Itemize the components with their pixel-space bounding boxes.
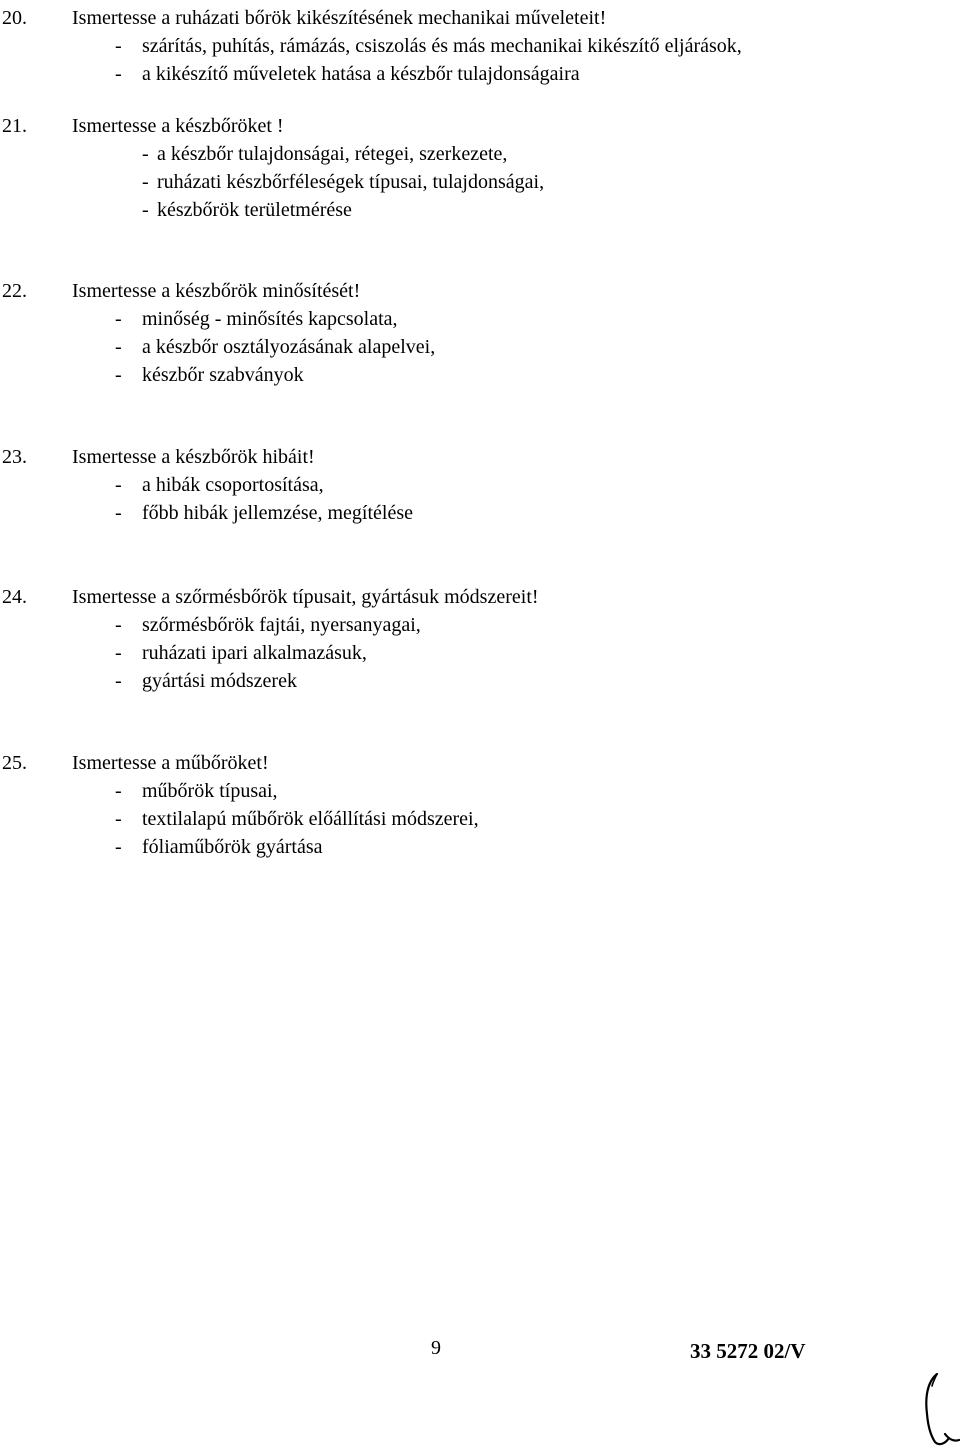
- topic-text: főbb hibák jellemzése, megítélése: [142, 502, 414, 524]
- dash-marker: -: [142, 143, 149, 165]
- question-number: 25.: [2, 752, 27, 774]
- topic-text: minőség - minősítés kapcsolata,: [142, 308, 398, 330]
- question-title: Ismertesse a ruházati bőrök kikészítésének mechanikai műveleteit!: [72, 7, 607, 29]
- page-number: 9: [431, 1337, 441, 1359]
- topic-item: [0, 305, 940, 333]
- topic-text: a hibák csoportosítása,: [142, 474, 324, 496]
- topic-list: [0, 140, 940, 224]
- dash-marker: -: [115, 35, 122, 57]
- topic-list: [0, 611, 940, 695]
- question-22: [0, 277, 940, 389]
- topic-text: textilalapú műbőrök előállítási módszerei,: [142, 808, 479, 830]
- topic-item: [0, 60, 940, 88]
- topic-text: ruházati készbőrféleségek típusai, tulajdonságai,: [157, 171, 545, 193]
- topic-text: ruházati ipari alkalmazásuk,: [142, 642, 367, 664]
- dash-marker: -: [142, 199, 149, 221]
- topic-list: [0, 32, 940, 88]
- dash-marker: -: [115, 670, 122, 692]
- topic-item: [0, 333, 940, 361]
- topic-item: [0, 168, 940, 196]
- question-title: Ismertesse a készbőrök hibáit!: [72, 446, 315, 468]
- topic-list: [0, 777, 940, 861]
- topic-text: fóliaműbőrök gyártása: [142, 836, 323, 858]
- dash-marker: -: [115, 502, 122, 524]
- topic-item: [0, 140, 940, 168]
- topic-item: [0, 639, 940, 667]
- question-heading: [0, 277, 940, 305]
- dash-marker: -: [115, 474, 122, 496]
- question-number: 20.: [2, 7, 27, 29]
- topic-text: gyártási módszerek: [142, 670, 297, 692]
- dash-marker: -: [115, 364, 122, 386]
- question-25: [0, 749, 940, 861]
- topic-text: szőrmésbőrök fajtái, nyersanyagai,: [142, 614, 421, 636]
- topic-text: szárítás, puhítás, rámázás, csiszolás és más mechanikai kikészítő eljárások,: [142, 35, 742, 57]
- topic-item: [0, 667, 940, 695]
- topic-list: [0, 305, 940, 389]
- question-21: [0, 112, 940, 224]
- question-number: 22.: [2, 280, 27, 302]
- dash-marker: -: [115, 308, 122, 330]
- topic-item: [0, 611, 940, 639]
- document-code: 33 5272 02/V: [690, 1339, 806, 1363]
- dash-marker: -: [115, 63, 122, 85]
- question-number: 24.: [2, 586, 27, 608]
- dash-marker: -: [115, 642, 122, 664]
- dash-marker: -: [115, 614, 122, 636]
- topic-text: a kikészítő műveletek hatása a készbőr tulajdonságaira: [142, 63, 580, 85]
- question-heading: [0, 749, 940, 777]
- question-title: Ismertesse a készbőrök minősítését!: [72, 280, 361, 302]
- topic-item: [0, 196, 940, 224]
- question-heading: [0, 583, 940, 611]
- dash-marker: -: [142, 171, 149, 193]
- topic-text: a készbőr osztályozásának alapelvei,: [142, 336, 436, 358]
- topic-item: [0, 361, 940, 389]
- handwritten-initial: [915, 1368, 960, 1448]
- topic-item: [0, 32, 940, 60]
- question-heading: [0, 112, 940, 140]
- topic-text: készbőrök területmérése: [157, 199, 352, 221]
- topic-item: [0, 833, 940, 861]
- question-24: [0, 583, 940, 695]
- dash-marker: -: [115, 336, 122, 358]
- question-title: Ismertesse a műbőröket!: [72, 752, 269, 774]
- question-title: Ismertesse a szőrmésbőrök típusait, gyártásuk módszereit!: [72, 586, 539, 608]
- topic-item: [0, 471, 940, 499]
- question-number: 21.: [2, 115, 27, 137]
- question-number: 23.: [2, 446, 27, 468]
- topic-item: [0, 499, 940, 527]
- question-20: [0, 4, 940, 88]
- question-heading: [0, 443, 940, 471]
- topic-item: [0, 777, 940, 805]
- question-title: Ismertesse a készbőröket !: [72, 115, 284, 137]
- dash-marker: -: [115, 780, 122, 802]
- dash-marker: -: [115, 808, 122, 830]
- topic-item: [0, 805, 940, 833]
- question-heading: [0, 4, 940, 32]
- question-23: [0, 443, 940, 527]
- dash-marker: -: [115, 836, 122, 858]
- topic-list: [0, 471, 940, 527]
- topic-text: készbőr szabványok: [142, 364, 304, 386]
- topic-text: műbőrök típusai,: [142, 780, 278, 802]
- topic-text: a készbőr tulajdonságai, rétegei, szerkezete,: [157, 143, 508, 165]
